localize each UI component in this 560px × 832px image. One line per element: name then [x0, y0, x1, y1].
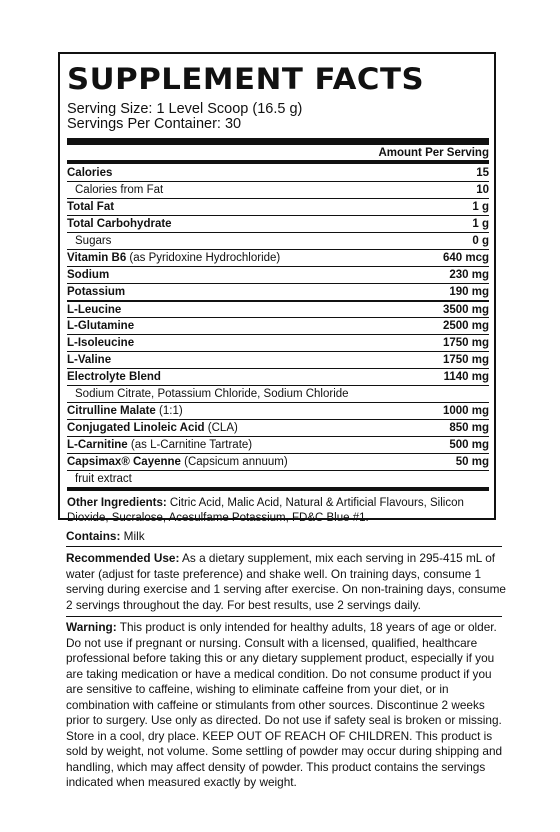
nutrient-row: [67, 283, 489, 300]
nutrient-name: [67, 235, 111, 247]
nutrient-name: [67, 167, 112, 179]
nutrient-row: [67, 181, 489, 198]
amount-per-serving-header: Amount Per Serving: [378, 147, 489, 159]
nutrient-amount: 190 mg: [449, 286, 489, 298]
nutrient-row: [67, 436, 489, 453]
nutrient-amount: 1750 mg: [442, 337, 489, 349]
nutrient-name: [67, 304, 121, 316]
nutrient-label: Conjugated Linoleic Acid: [67, 422, 205, 434]
nutrient-qualifier: fruit extract: [75, 473, 132, 485]
nutrient-amount: 2500 mg: [442, 320, 489, 332]
nutrient-row: [67, 385, 489, 402]
nutrient-name: [67, 184, 163, 196]
nutrient-label: Citrulline Malate: [67, 405, 156, 417]
recommended-label: Recommended Use:: [66, 551, 180, 565]
nutrient-label: L-Leucine: [67, 303, 122, 316]
nutrient-name: [67, 405, 183, 417]
servings-per-container: Servings Per Container: 30: [67, 116, 242, 132]
nutrient-amount: 15: [476, 166, 489, 179]
nutrient-label: L-Glutamine: [67, 320, 135, 332]
nutrient-amount: 1140 mg: [443, 371, 489, 383]
nutrient-qualifier: (1:1): [155, 405, 183, 417]
nutrient-row: [67, 300, 489, 317]
nutrient-qualifier: (as L-Carnitine Tartrate): [127, 439, 253, 451]
nutrient-amount: 0 g: [472, 235, 489, 247]
nutrient-amount: 50 mg: [455, 456, 489, 468]
panel-title: SUPPLEMENT FACTS: [67, 62, 425, 96]
nutrient-label: L-Isoleucine: [67, 337, 135, 349]
nutrient-row: [67, 215, 489, 232]
nutrient-qualifier: (as Pyridoxine Hydrochloride): [126, 252, 281, 264]
nutrient-row: [67, 453, 489, 470]
nutrient-row: [67, 402, 489, 419]
other-ingredients-label: Other Ingredients:: [67, 497, 167, 509]
warning-label: Warning:: [66, 620, 117, 634]
nutrient-label: Sugars: [75, 235, 112, 247]
recommended-use: [66, 551, 506, 613]
nutrient-name: [67, 252, 280, 264]
nutrient-rows: [67, 164, 489, 487]
nutrient-qualifier: Sodium Citrate, Potassium Chloride, Sodium Chloride: [75, 388, 349, 400]
nutrient-name: [67, 269, 109, 281]
nutrient-row: [67, 470, 489, 487]
warning-text: This product is only intended for healthy adults, 18 years of age or older. Do not use if pregnant or nursing. Consult with a licensed, qualified, healthcare professional before taking this or any dietary supplement product, especially if you are taking medication or have a medical condition. Do not consume product if you are sensitive to caffeine, wishing to eliminate caffeine from your diet, or in combination with caffeine or stimulants from other sources. Discontinue 2 weeks prior to surgery. Use only as directed. Do not use if safety seal is broken or missing. Store in a cool, dry place. KEEP OUT OF REACH OF CHILDREN. This product is sold by weight, not volume. Some settling of powder may occur during shipping and handling, which may affect density of powder. This product contains the servings indicated when measured exactly by weight.: [66, 620, 503, 789]
nutrient-name: [67, 371, 161, 383]
serving-size: Serving Size: 1 Level Scoop (16.5 g): [67, 101, 303, 117]
nutrient-name: [67, 286, 125, 298]
nutrient-amount: 1 g: [472, 201, 489, 213]
nutrient-name: [67, 439, 252, 451]
nutrient-name: [67, 473, 132, 485]
nutrient-label: Calories: [67, 166, 113, 179]
recommended-text: As a dietary supplement, mix each serving in 295-415 mL of water (adjust for taste preference) and shake well. On training days, consume 1 serving during exercise and 1 serving after exercise. On non-training days, consume 2 servings throughout the day. For best results, use 2 servings daily.: [66, 551, 506, 612]
separator-line: [66, 546, 502, 547]
nutrient-name: [67, 388, 349, 400]
nutrient-label: Total Carbohydrate: [67, 218, 172, 230]
nutrient-row: [67, 419, 489, 436]
nutrient-row: [67, 368, 489, 385]
nutrient-qualifier: (CLA): [204, 422, 238, 434]
nutrient-amount: 230 mg: [449, 269, 489, 281]
nutrient-amount: 1000 mg: [442, 405, 489, 417]
nutrient-label: Sodium: [67, 269, 110, 281]
nutrient-row: [67, 232, 489, 249]
nutrient-amount: 850 mg: [449, 422, 489, 434]
nutrient-label: Capsimax® Cayenne: [67, 456, 181, 468]
nutrient-name: [67, 218, 172, 230]
nutrient-row: [67, 249, 489, 266]
thick-divider: [67, 138, 489, 145]
nutrient-label: Electrolyte Blend: [67, 371, 161, 383]
nutrient-name: [67, 456, 288, 468]
contains-text: Milk: [120, 529, 145, 543]
warning-statement: [66, 620, 506, 791]
nutrient-label: L-Carnitine: [67, 439, 128, 451]
separator-line: [66, 616, 502, 617]
nutrient-amount: 640 mcg: [442, 252, 489, 264]
nutrient-name: [67, 320, 134, 332]
contains-label: Contains:: [66, 529, 121, 543]
nutrient-label: Total Fat: [67, 201, 115, 213]
nutrient-row: [67, 266, 489, 283]
nutrient-label: Calories from Fat: [75, 184, 164, 196]
contains-statement: [66, 529, 506, 545]
nutrient-amount: 10: [476, 184, 489, 196]
nutrient-row: [67, 334, 489, 351]
other-ingredients-text: Citric Acid, Malic Acid, Natural & Artificial Flavours, Silicon Dioxide, Sucralose, Acesulfame Potassium, FD&C Blue #1.: [67, 497, 464, 524]
nutrient-amount: 3500 mg: [442, 303, 489, 316]
supplement-facts-panel: [58, 52, 496, 524]
nutrient-name: [67, 337, 134, 349]
nutrient-name: [67, 201, 114, 213]
nutrient-label: Potassium: [67, 286, 126, 298]
nutrient-name: [67, 354, 111, 366]
nutrient-amount: 1 g: [472, 218, 489, 230]
nutrient-label: L-Valine: [67, 354, 112, 366]
other-ingredients: [67, 491, 489, 526]
nutrient-amount: 500 mg: [449, 439, 489, 451]
nutrient-row: [67, 317, 489, 334]
nutrient-row: [67, 164, 489, 181]
nutrient-row: [67, 351, 489, 368]
nutrient-qualifier: (Capsicum annuum): [180, 456, 288, 468]
nutrient-row: [67, 198, 489, 215]
nutrient-amount: 1750 mg: [442, 354, 489, 366]
nutrient-label: Vitamin B6: [67, 252, 127, 264]
nutrient-name: [67, 422, 238, 434]
